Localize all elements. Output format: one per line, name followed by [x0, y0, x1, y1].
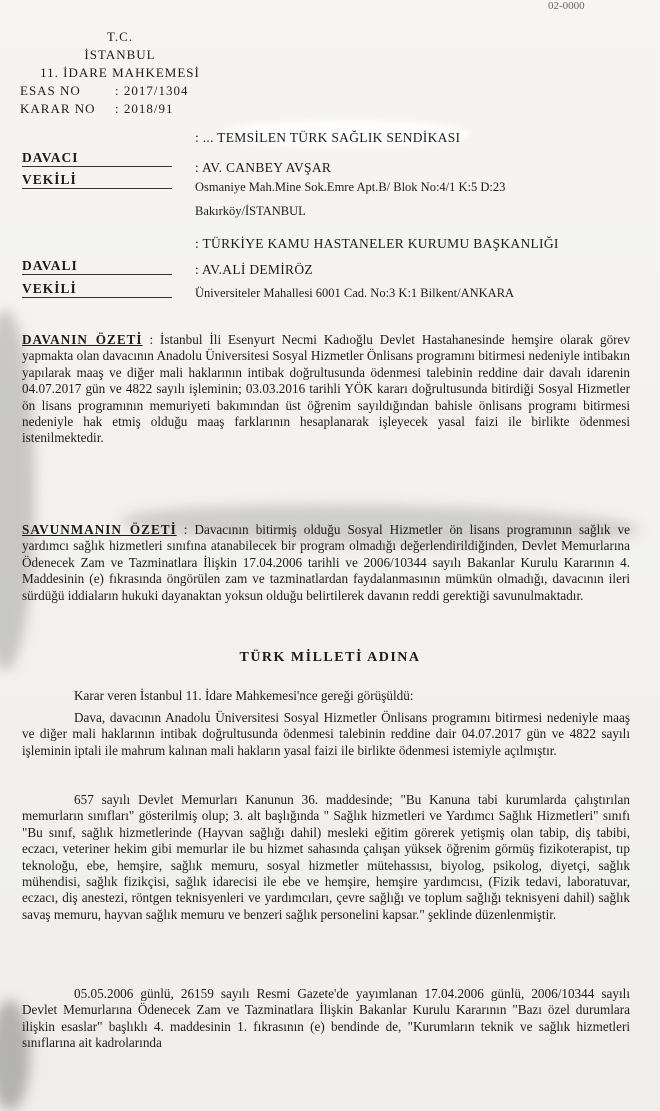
davaci-vekili-label: VEKİLİ [22, 172, 172, 189]
court-line-tc: T.C. [106, 29, 134, 44]
davanin-ozeti-text: : İstanbul İli Esenyurt Necmi Kadıoğlu Devlet Hastahanesinde hemşire olarak görev yapmakta olan davacının Anadolu Üniversitesi Sosyal Hizmetler Önlisans programını bitirmesi nedeniyle intibakın yapılarak maaş ve diğer mali haklarının intibak doğrultusunda ödenmesi talebinin reddine dair davalı idarenin 04.07.2017 gün ve 4822 sayılı işleminin; 03.03.2016 tarihli YÖK kararı doğrultusunda bitirdiği Sosyal Hizmetler ön lisans programının memuriyeti bakımından üst öğrenim sayıldığından bahisle önlisans programı bitirmesi nedeniyle hak etmiş olduğu maaş farklarının hesaplanarak işleyecek yasal faizi ile birlikte ödenmesi istenilmektedir. [22, 332, 631, 446]
body-paragraph-1: Karar veren İstanbul 11. İdare Mahkemesi'nce gereği görüşüldü: [74, 688, 414, 703]
esas-label: ESAS NO [20, 83, 81, 98]
court-line-city: İSTANBUL [84, 47, 156, 62]
davali-value: : TÜRKİYE KAMU HASTANELER KURUMU BAŞKANLIĞI [195, 236, 559, 251]
body-paragraph-2: Dava, davacının Anadolu Üniversitesi Sosyal Hizmetler Önlisans programını bitirmesi nedeniyle maaş ve diğer mali haklarının intibak doğrultusunda ödenmesi talebinin reddine dair 04.07.2017 gün ve 4822 sayılı işleminin iptali ile mahrum kalınan mali hakların yasal faizi ile birlikte ödenmesi istemiyle açılmıştır. [22, 710, 630, 758]
davaci-address-2: Bakırköy/İSTANBUL [195, 204, 306, 218]
savunmanin-ozeti-text: : Davacının bitirmiş olduğu Sosyal Hizmetler ön lisans programının sağlık ve yardımcı sağlık hizmetleri sınıfına atanabilecek bir program olmadığı değerlendirildiğinden, Devlet Memurlarına Ödenecek Zam ve Tazminatlara İlişkin 17.04.2006 tarihli ve 2006/10344 sayılı Bakanlar Kurulu Kararının 4. Maddesinin (e) fıkrasında öngörülen zam ve tazminatlardan faydalanmasının mümkün olmadığı, davacının ileri sürdüğü iddiaların hukuki dayanaktan yoksun olduğu belirtilerek davanın reddi gerektiği savunulmaktadır. [22, 522, 630, 603]
davali-vekili-label: VEKİLİ [22, 281, 172, 298]
court-header [20, 28, 220, 118]
body-paragraph-4: 05.05.2006 günlü, 26159 sayılı Resmi Gazete'de yayımlanan 17.04.2006 günlü, 2006/10344 sayılı Devlet Memurlarına Ödenecek Zam ve Tazminatlara İlişkin Bakanlar Kurulu Kararının "Bazı özel durumlara ilişkin esaslar" başlıklı 4. maddesinin 1. fıkrasının (e) bendinde de, "Kurumların teknik ve sağlık hizmetleri sınıflarına ait kadrolarında [22, 986, 630, 1051]
body-paragraph-3: 657 sayılı Devlet Memurları Kanunun 36. maddesinde; "Bu Kanuna tabi kurumlarda çalıştırılan memurların sınıfları" gösterilmiş olup; 3. alt başlığında " Sağlık hizmetleri ve Yardımcı Sağlık Hizmetleri" sınıfı "Bu sınıf, sağlık hizmetlerinde (Hayvan sağlığı dahil) mesleki eğitim görerek yetişmiş olan tabip, diş tabibi, eczacı, veteriner hekim gibi memurlar ile bu hizmet sahasında çalışan yüksek öğrenim görmüş fizikoterapist, tıp teknoloğu, ebe, hemşire, sağlık memuru, sosyal hizmetler mütehassısı, biyolog, psikolog, diyetçi, sağlık mühendisi, sağlık fizikçisi, sağlık idarecisi ile ebe ve hemşire, hemşire yardımcısı, (Fizik tedavi, laboratuvar, eczacı, diş anestezi, röntgen teknisyenleri ve yardımcıları, çevre sağlığı ve toplum sağlığı teknisyeni dahil) sağlık savaş memuru, hayvan sağlık memuru ve benzeri sağlık personelini kapsar." şeklinde düzenlenmiştir. [22, 792, 630, 922]
esas-value: : 2017/1304 [115, 83, 189, 98]
decision-title: TÜRK MİLLETİ ADINA [239, 650, 421, 665]
esas-row [20, 82, 220, 100]
corner-note: 02-0000 [548, 0, 585, 12]
savunmanin-ozeti-heading: SAVUNMANIN ÖZETİ [22, 522, 177, 537]
davali-address: Üniversiteler Mahallesi 6001 Cad. No:3 K:1 Bilkent/ANKARA [195, 286, 515, 300]
davaci-value: : ... TEMSİLEN TÜRK SAĞLIK SENDİKASI [195, 130, 461, 145]
davaci-address-1: Osmaniye Mah.Mine Sok.Emre Apt.B/ Blok No:4/1 K:5 D:23 [195, 180, 506, 194]
davaci-label: DAVACI [22, 150, 172, 167]
davali-vekili-value: : AV.ALİ DEMİRÖZ [195, 262, 313, 277]
davaci-vekili-value: : AV. CANBEY AVŞAR [195, 160, 332, 175]
savunmanin-ozeti [22, 522, 630, 604]
court-line-name: 11. İDARE MAHKEMESİ [40, 65, 200, 80]
davanin-ozeti [22, 332, 630, 447]
davali-label: DAVALI [22, 258, 172, 275]
karar-value: : 2018/91 [115, 101, 174, 116]
karar-row [20, 100, 220, 118]
davanin-ozeti-heading: DAVANIN ÖZETİ [22, 332, 143, 347]
karar-label: KARAR NO [20, 101, 96, 116]
